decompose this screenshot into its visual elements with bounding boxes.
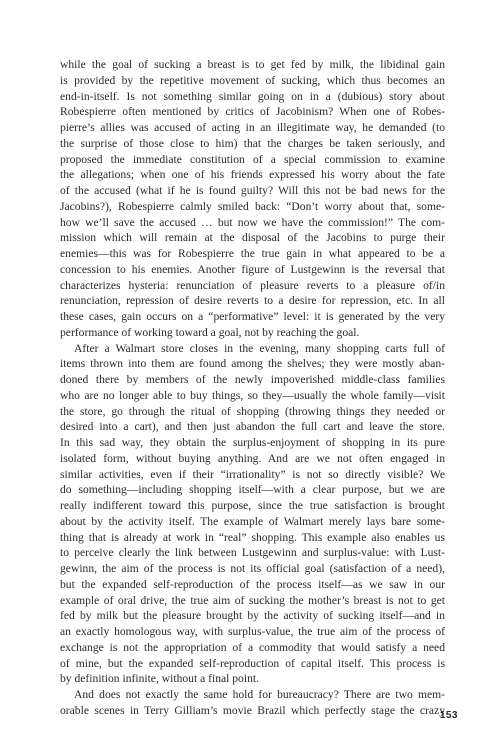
text-line: by definition infinite, without a final point. — [60, 672, 259, 686]
text-line: pierre’s allies was accused of acting in an illegitimate way, he demanded (to — [60, 121, 445, 134]
text-line: performance of working toward a goal, not by reaching the goal. — [60, 325, 360, 339]
text-line: characterizes hysteria: renunciation of pleasure reverts to a pleasure of/in — [60, 278, 445, 292]
text-line: really indifferent toward this purpose, since the true satisfaction is brought — [60, 499, 445, 512]
text-line: the store, go through the ritual of shopping (throwing things they needed or — [60, 404, 445, 418]
text-line: proposed the immediate constitution of a special commission to examine — [60, 152, 445, 166]
text-line: to perceive clearly the link between Lustgewinn and surplus-value: with Lust- — [60, 546, 445, 560]
text-line: thing that is already at work in “real” shopping. This example also enables us — [60, 530, 445, 544]
text-line: exchange is not the appropriation of a commodity that would satisfy a need — [60, 640, 445, 654]
text-line: the surprise of those close to him) that the charges be taken seriously, and — [60, 136, 445, 150]
page-number: 153 — [439, 710, 458, 721]
text-line: orable scenes in Terry Gilliam’s movie Brazil which perfectly stage the crazy — [60, 703, 445, 717]
text-line: renunciation, repression of desire reverts to a desire for repression, etc. In all — [60, 294, 445, 308]
text-line: these cases, gain occurs on a “performative” level: it is generated by the very — [60, 310, 445, 323]
text-line: do something—including shopping itself—with a clear purpose, but we are — [60, 483, 445, 497]
text-line: but the expanded self-reproduction of the process itself—as we saw in our — [60, 577, 445, 591]
text-line: of the accused (what if he is found guilty? Will this not be bad news for the — [60, 184, 445, 197]
text-line: And does not exactly the same hold for bureaucracy? There are two mem- — [74, 688, 445, 701]
text-line: mission which will remain at the disposal of the Jacobins to purge their — [60, 231, 445, 245]
text-line: while the goal of sucking a breast is to get fed by milk, the libidinal gain — [60, 58, 445, 71]
text-line: is provided by the repetitive movement of sucking, which thus becomes an — [60, 73, 445, 87]
text-line: about by the activity itself. The example of Walmart merely lays bare some- — [60, 514, 445, 528]
text-line: In this sad way, they obtain the surplus-enjoyment of shopping in its pure — [60, 436, 445, 449]
text-line: example of oral drive, the true aim of sucking the mother’s breast is not to get — [60, 593, 445, 607]
text-line: concession to his enemies. Another figure of Lustgewinn is the reversal that — [60, 262, 445, 276]
text-line: Jacobins?), Robespierre calmly smiled back: “Don’t worry about that, some- — [60, 199, 445, 213]
text-line: similar activities, even if their “irrationality” is not so directly visible? We — [60, 467, 445, 481]
text-line: of mine, but the expanded self-reproduction of capital itself. This process is — [60, 656, 445, 670]
text-line: isolated form, without buying anything. And are we not often engaged in — [60, 451, 445, 465]
text-line: Robespierre often mentioned by critics of Jacobinism? When one of Robes- — [60, 105, 445, 119]
text-line: who are no longer able to buy things, so they—usually the whole family—visit — [60, 388, 445, 402]
text-line: how we’ll save the accused … but now we have the commission!” The com- — [60, 215, 445, 229]
text-line: enemies—this was for Robespierre the true gain in what appeared to be a — [60, 247, 445, 260]
text-line: an exactly homologous way, with surplus-value, the true aim of the process of — [60, 625, 445, 638]
paragraph — [60, 341, 445, 688]
text-line: fed by milk but the pleasure brought by the activity of sucking itself—and in — [60, 609, 445, 623]
body-text — [60, 57, 445, 719]
text-line: desired into a cart), and then just abandon the full cart and leave the store. — [60, 420, 445, 434]
text-line: items thrown into them are found among the shelves; they were mostly aban- — [60, 357, 445, 371]
paragraph — [60, 687, 445, 719]
text-line: end-in-itself. Is not something similar going on in a (dubious) story about — [60, 89, 445, 103]
text-line: doned there by members of the newly impoverished middle-class families — [60, 373, 445, 386]
paragraph — [60, 57, 445, 341]
text-line: After a Walmart store closes in the evening, many shopping carts full of — [74, 341, 445, 355]
text-line: gewinn, the aim of the process is not its official goal (satisfaction of a need), — [60, 562, 445, 575]
text-line: the allegations; when one of his friends expressed his worry about the fate — [60, 168, 445, 182]
